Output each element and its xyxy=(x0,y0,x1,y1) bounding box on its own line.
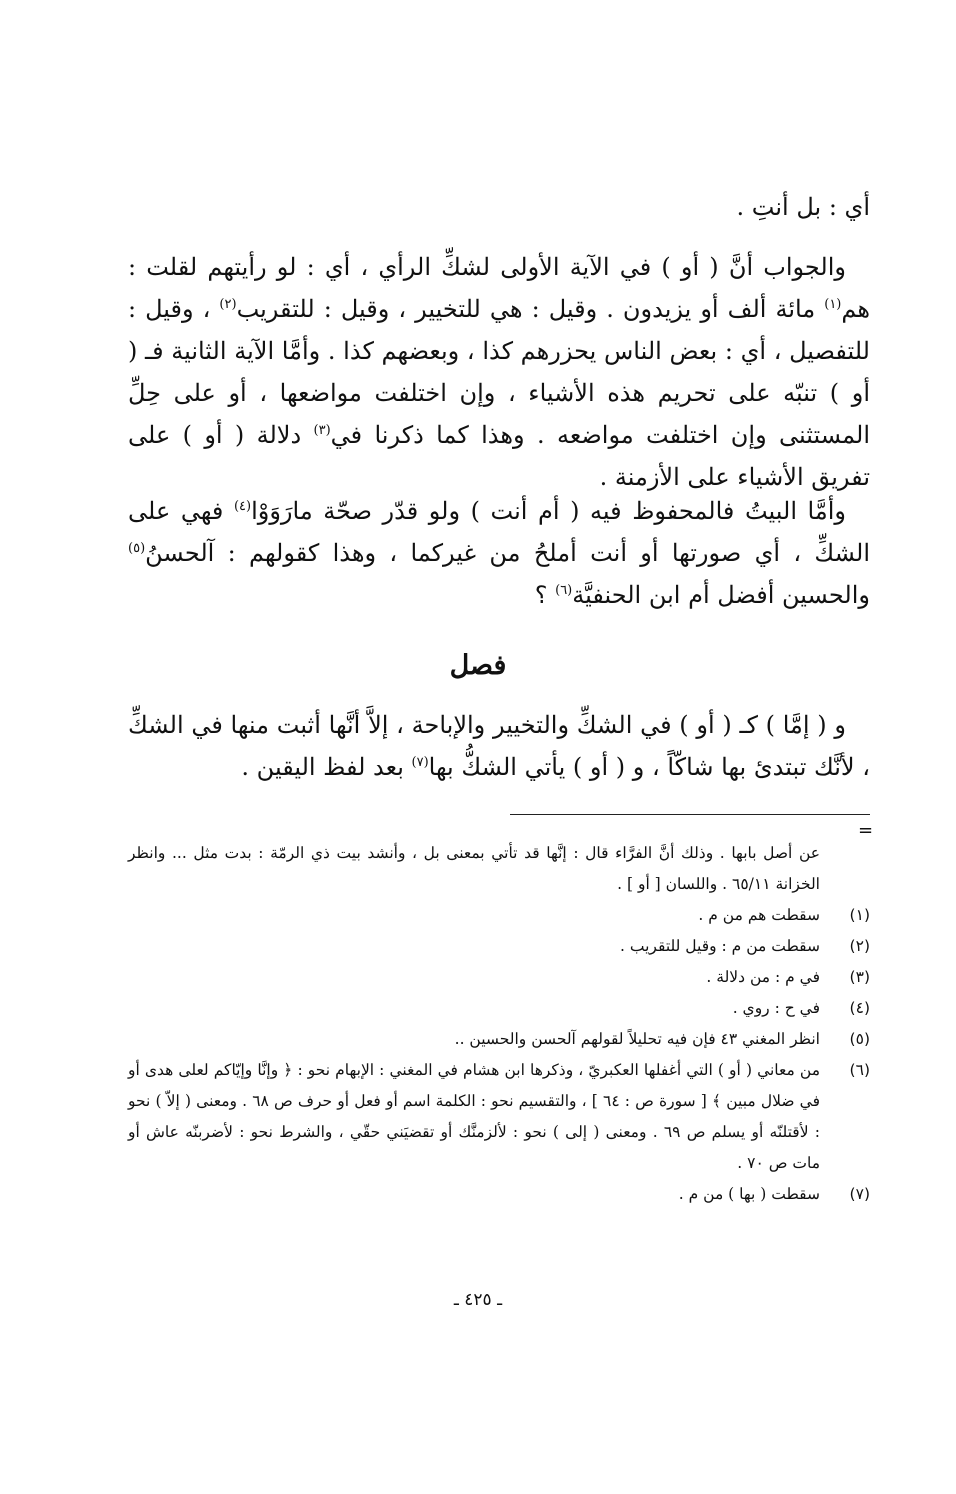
footnote-number: (٤) xyxy=(849,999,870,1017)
paragraph-1 xyxy=(128,246,870,498)
footnote-number: (١) xyxy=(849,906,870,924)
footnote-item xyxy=(128,1055,870,1179)
paragraph-1-text-c: ، وقيل : للتفصيل ، أي : بعض الناس يحزرهم كذا ، وبعضهم كذا . وأمَّا الآية الثانية فـ ( أو ) تنبّه على تحريم هذه الأشياء ، وإن اختلفت مواضعها ، أو على حِلِّ المستثنى وإن اختلفت مواضعه . وهذا كما ذكرنا في xyxy=(128,295,871,449)
footnote-item xyxy=(128,993,870,1024)
footnote-text: من معاني ( أو ) التي أغفلها العكبريّ ، وذكرها ابن هشام في المغني : الإبهام نحو : ﴿ وإنَّا وإيّاكم لعلى هدى أو في ضلال مبين ﴾ [ سورة ص : ٦٤ ] ، والتقسيم نحو : الكلمة اسم أو فعل أو حرف ص ٦٨ . ومعنى ( إلاّ ) نحو : لأقتلنّه أو يسلم ص ٦٩ . ومعنى ( إلى ) نحو : لألزمنَّك أو تقضيَني حقّي ، والشرط نحو : لأضربنّه عاش أو مات ص ٧٠ . xyxy=(128,1061,820,1172)
footnote-item xyxy=(128,900,870,931)
page-number: ـ ٤٢٥ ـ xyxy=(453,1290,503,1310)
footnote-item xyxy=(128,1179,870,1210)
section-heading: فصل xyxy=(449,650,507,681)
footnote-number: (٢) xyxy=(849,937,870,955)
footnote-ref-2: (٢) xyxy=(219,297,237,312)
footnote-text: في م : من دلالة . xyxy=(706,968,820,986)
footnote-item xyxy=(128,931,870,962)
footnote-ref-3: (٣) xyxy=(313,423,331,438)
paragraph-1-text-b: مائة ألف أو يزيدون . وقيل : هي للتخيير ، وقيل : للتقريب xyxy=(236,295,825,323)
footnote-text: سقطت من م : وقيل للتقريب . xyxy=(620,937,820,955)
paragraph-3-text-b: بعد لفظ اليقين . xyxy=(241,753,412,781)
footnote-text: سقطت ( بها ) من م . xyxy=(678,1185,820,1203)
footnote-text: انظر المغني ٤٣ فإن فيه تحليلاً لقولهم آلحسن والحسين .. xyxy=(454,1030,820,1048)
footnotes xyxy=(128,838,870,1210)
footnote-number: (٥) xyxy=(849,1030,870,1048)
footnote-number: (٧) xyxy=(849,1185,870,1203)
footnote-continuation-mark: = xyxy=(858,820,874,841)
footnote-continuation: عن أصل بابها . وذلك أنَّ الفرَّاء قال : إنَّها قد تأتي بمعنى بل ، وأنشد بيت ذي الرمّة : بدت مثل ... وانظر الخزانة ٦٥/١١ . واللسان [ أو ] . xyxy=(128,844,820,893)
paragraph-2-text-c: والحسين أفضل أم ابن الحنفيَّة xyxy=(572,581,870,609)
footnote-number: (٦) xyxy=(849,1061,870,1079)
paragraph-2-text-a: وأمَّا البيتُ فالمحفوظ فيه ( أم أنت ) ولو قدّر صحّة مارَوَوْا xyxy=(251,497,846,525)
footnote-text: سقطت هم من م . xyxy=(698,906,820,924)
footnote-ref-7: (٧) xyxy=(411,755,429,770)
footnote-ref-5: (٥) xyxy=(128,541,146,556)
footnote-text: في ح : روي . xyxy=(732,999,820,1017)
paragraph-2-text-d: ؟ xyxy=(534,581,556,609)
paragraph-1-text-a: والجواب أنَّ ( أو ) في الآية الأولى لشكِّ الرأي ، أي : لو رأيتهم لقلت : هم xyxy=(128,253,871,323)
paragraph-3 xyxy=(128,704,870,788)
intro-line: أي : بل أنتِ . xyxy=(736,193,870,221)
footnote-item xyxy=(128,962,870,993)
footnote-item xyxy=(128,1024,870,1055)
paragraph-3-text-a: و ( إمَّا ) كـ ( أو ) في الشكِّ والتخيير والإباحة ، إلاَّ أنَّها أثبت منها في الشكِّ ، لأنَّك تبتدئ بها شاكّاً ، و ( أو ) يأتي الشكُّ بها xyxy=(128,711,870,781)
footnote-ref-6: (٦) xyxy=(555,583,573,598)
footnote-divider xyxy=(510,814,870,815)
paragraph-2-text-b: فهي على الشكِّ ، أي صورتها أو أنت أملحُ من غيركما ، وهذا كقولهم : آلحسنُ xyxy=(128,497,870,567)
footnote-number: (٣) xyxy=(849,968,870,986)
footnote-ref-4: (٤) xyxy=(233,499,252,514)
paragraph-2 xyxy=(128,490,870,616)
footnote-ref-1: (١) xyxy=(824,297,842,312)
paragraph-1-text-d: دلالة ( أو ) على تفريق الأشياء على الأزمنة . xyxy=(128,421,870,491)
